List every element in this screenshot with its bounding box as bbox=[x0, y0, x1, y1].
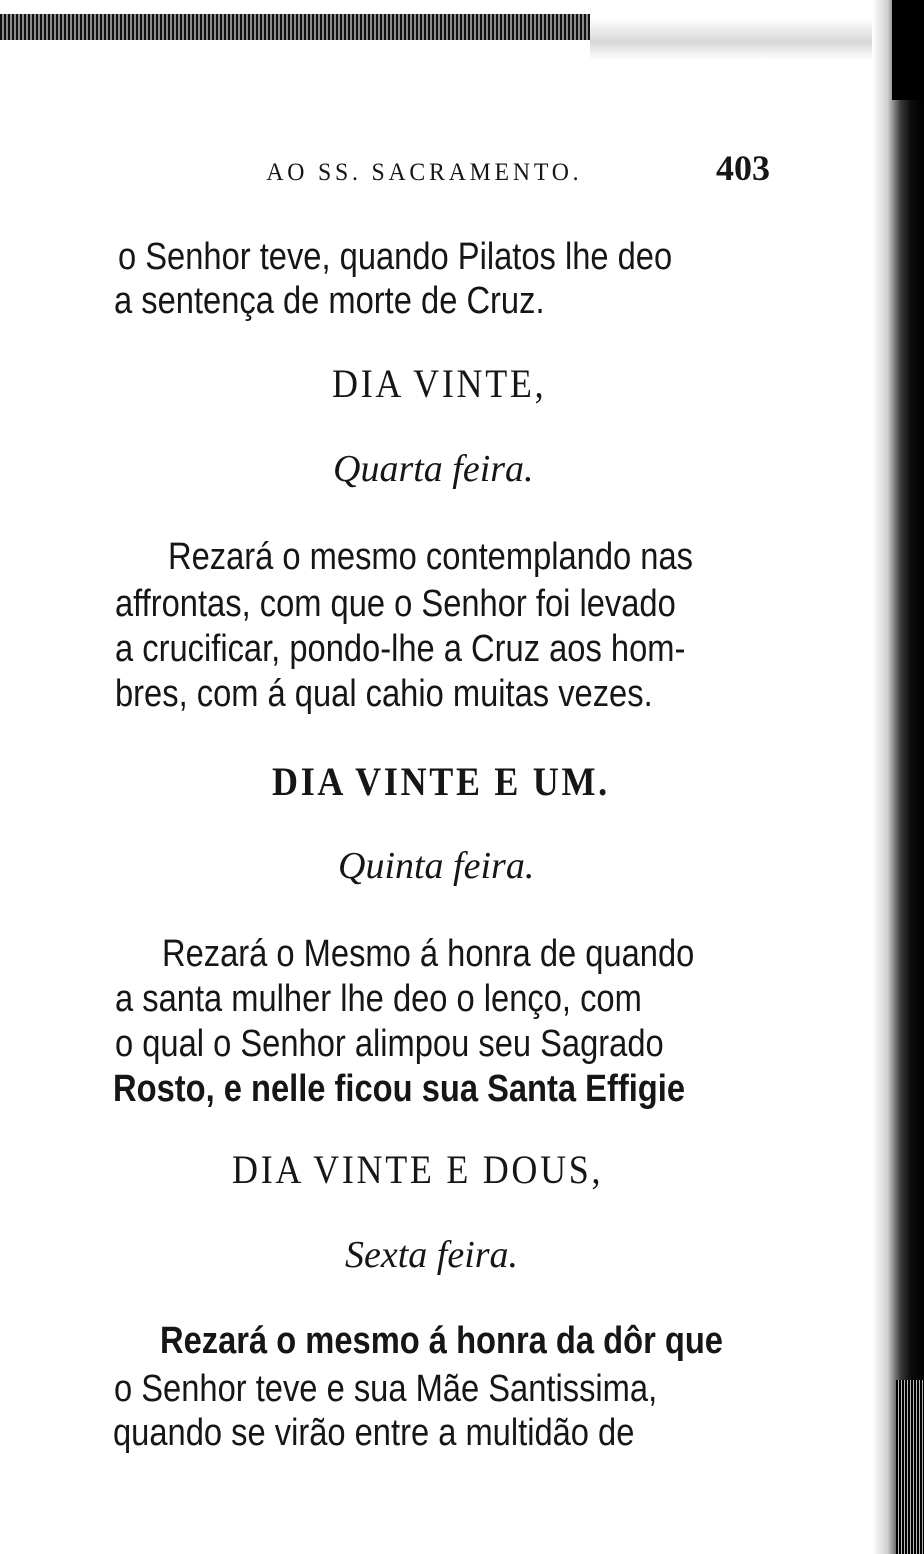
section-heading: DIA VINTE E UM. bbox=[272, 759, 610, 804]
text-line: Rosto, e nelle ficou sua Santa Effigie bbox=[113, 1068, 686, 1110]
text-line: Rezará o Mesmo á honra de quando bbox=[162, 933, 695, 975]
text-line: o qual o Senhor alimpou seu Sagrado bbox=[115, 1023, 664, 1065]
text-line: bres, com á qual cahio muitas vezes. bbox=[115, 673, 653, 715]
text-line: Rezará o mesmo á honra da dôr que bbox=[160, 1320, 723, 1362]
text-line: affrontas, com que o Senhor foi levado bbox=[115, 583, 676, 625]
section-day: Quinta feira. bbox=[338, 845, 535, 887]
text-line: a crucificar, pondo-lhe a Cruz aos hom- bbox=[115, 628, 686, 670]
page-number: 403 bbox=[716, 148, 770, 188]
text-line: o Senhor teve, quando Pilatos lhe deo bbox=[118, 236, 673, 278]
section-day: Sexta feira. bbox=[345, 1234, 519, 1276]
scan-top-border bbox=[0, 14, 590, 40]
section-heading: DIA VINTE, bbox=[332, 361, 547, 406]
scan-right-edge-bottom bbox=[896, 1380, 924, 1554]
scan-right-edge-shadow bbox=[872, 0, 924, 1554]
text-line: o Senhor teve e sua Mãe Santissima, bbox=[114, 1368, 658, 1410]
text-line: Rezará o mesmo contemplando nas bbox=[168, 536, 693, 578]
text-line: quando se virão entre a multidão de bbox=[113, 1412, 635, 1454]
section-heading: DIA VINTE E DOUS, bbox=[232, 1147, 604, 1192]
section-day: Quarta feira. bbox=[333, 448, 534, 490]
text-line: a santa mulher lhe deo o lenço, com bbox=[115, 978, 642, 1020]
running-head: AO SS. SACRAMENTO. bbox=[266, 159, 583, 186]
scan-top-shadow bbox=[590, 0, 890, 60]
text-line: a sentença de morte de Cruz. bbox=[114, 280, 545, 322]
scan-right-edge-top bbox=[892, 0, 924, 100]
